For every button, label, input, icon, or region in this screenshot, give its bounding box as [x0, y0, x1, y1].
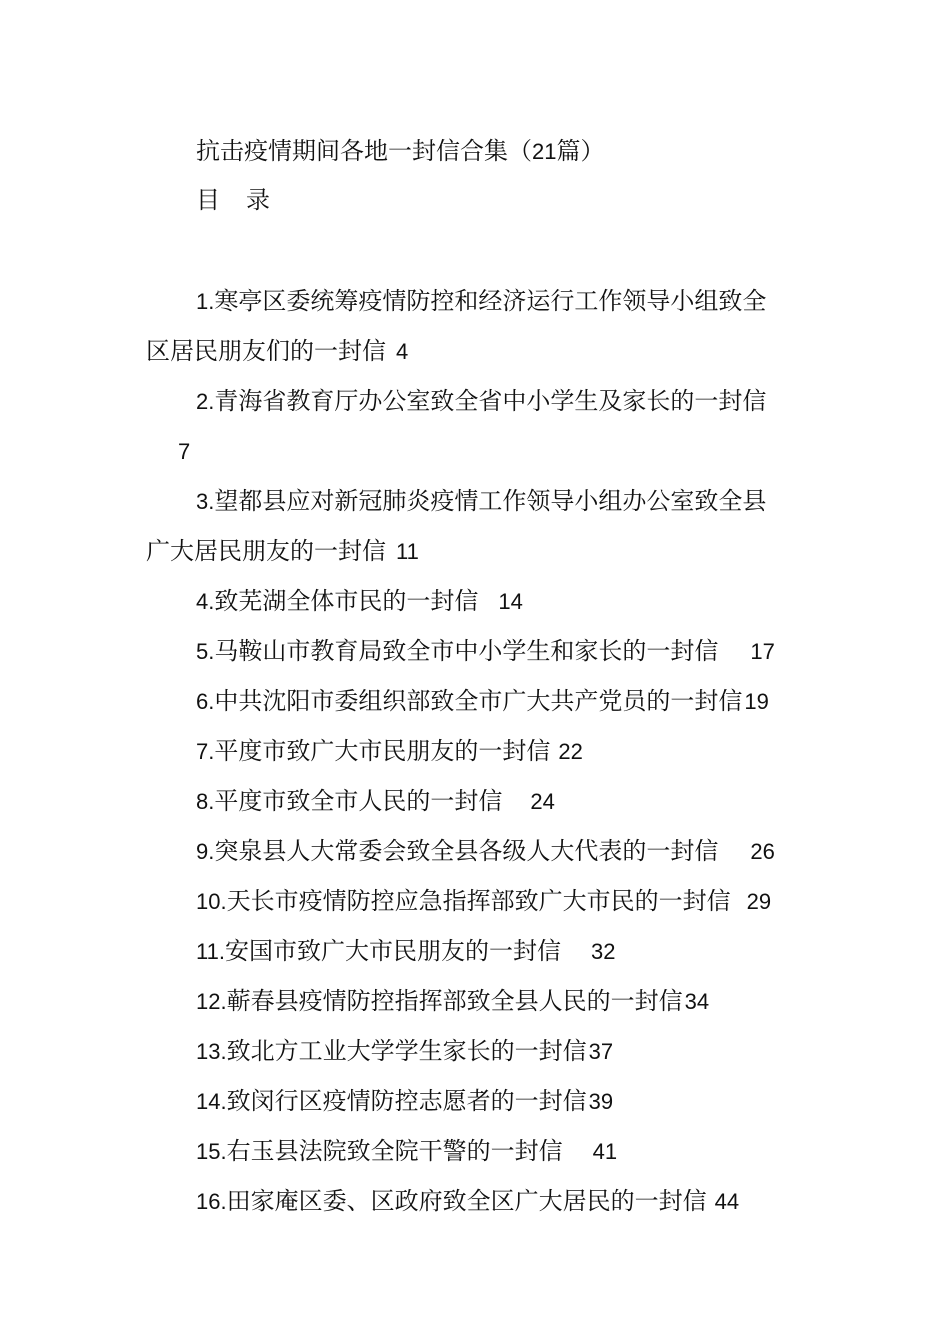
toc-entry-15[interactable] [196, 1136, 617, 1167]
toc-entry-page: 29 [746, 889, 772, 914]
toc-entry-text: 安国市致广大市民朋友的一封信 [224, 937, 561, 965]
toc-entry-page: 24 [530, 789, 555, 814]
toc-entry-text: 望都县应对新冠肺炎疫情工作领导小组办公室致全县 [214, 487, 767, 515]
toc-entry-page: 34 [684, 989, 710, 1014]
toc-entry-text: 寒亭区委统筹疫情防控和经济运行工作领导小组致全 [214, 287, 767, 315]
toc-entry-text-cont: 广大居民朋友的一封信 [146, 537, 386, 565]
toc-entry-text: 青海省教育厅办公室致全省中小学生及家长的一封信 [214, 387, 767, 415]
toc-entry-page: 11 [396, 539, 419, 564]
toc-entry-3-line-2[interactable] [146, 536, 419, 567]
toc-entry-9[interactable] [196, 836, 775, 867]
toc-entry-8[interactable] [196, 786, 555, 817]
toc-entry-text: 右玉县法院致全院干警的一封信 [226, 1137, 563, 1165]
toc-entry-num: 4. [196, 589, 215, 614]
toc-heading [196, 185, 270, 215]
toc-entry-6[interactable] [196, 686, 769, 717]
toc-entry-5[interactable] [196, 636, 775, 667]
toc-entry-num: 14. [196, 1089, 227, 1114]
toc-entry-text: 突泉县人大常委会致全县各级人大代表的一封信 [214, 837, 719, 865]
toc-entry-11[interactable] [196, 936, 615, 967]
toc-entry-num: 6. [196, 689, 215, 714]
toc-entry-num: 13. [196, 1039, 227, 1064]
toc-entry-page: 17 [750, 639, 775, 664]
toc-entry-page: 41 [592, 1139, 618, 1164]
toc-entry-page: 14 [498, 589, 523, 614]
toc-entry-num: 12. [196, 989, 227, 1014]
toc-entry-page: 44 [714, 1189, 740, 1214]
toc-entry-10[interactable] [196, 886, 771, 917]
toc-entry-page: 22 [558, 739, 583, 764]
toc-heading-char-1: 目 [196, 186, 220, 214]
toc-heading-char-2: 录 [246, 186, 270, 214]
toc-entry-text: 致闵行区疫情防控志愿者的一封信 [226, 1087, 587, 1115]
toc-entry-text: 平度市致全市人民的一封信 [214, 787, 503, 815]
title-suffix: 篇） [556, 137, 605, 165]
toc-entry-text-cont: 区居民朋友们的一封信 [146, 337, 386, 365]
toc-entry-page: 7 [178, 439, 191, 464]
toc-entry-2-line-2[interactable] [178, 436, 190, 467]
toc-entry-num: 11. [196, 939, 225, 964]
toc-entry-3-line-1[interactable] [196, 486, 766, 517]
toc-entry-text: 田家庵区委、区政府致全区广大居民的一封信 [226, 1187, 707, 1215]
toc-entry-num: 9. [196, 839, 215, 864]
toc-entry-page: 19 [744, 689, 769, 714]
toc-entry-text: 蕲春县疫情防控指挥部致全县人民的一封信 [226, 987, 683, 1015]
toc-entry-page: 26 [750, 839, 775, 864]
toc-entry-page: 4 [396, 339, 409, 364]
toc-entry-4[interactable] [196, 586, 523, 617]
toc-entry-14[interactable] [196, 1086, 613, 1117]
toc-entry-num: 3. [196, 489, 215, 514]
title-count: 21 [532, 139, 557, 164]
toc-entry-page: 32 [590, 939, 616, 964]
title-text: 抗击疫情期间各地一封信合集（ [196, 137, 532, 165]
toc-entry-num: 2. [196, 389, 215, 414]
toc-entry-7[interactable] [196, 736, 583, 767]
toc-entry-num: 5. [196, 639, 215, 664]
toc-entry-1-line-2[interactable] [146, 336, 408, 367]
toc-entry-text: 中共沈阳市委组织部致全市广大共产党员的一封信 [214, 687, 743, 715]
toc-entry-16[interactable] [196, 1186, 739, 1217]
toc-entry-text: 致芜湖全体市民的一封信 [214, 587, 479, 615]
toc-entry-num: 7. [196, 739, 215, 764]
toc-entry-text: 马鞍山市教育局致全市中小学生和家长的一封信 [214, 637, 719, 665]
toc-entry-text: 致北方工业大学学生家长的一封信 [226, 1037, 587, 1065]
toc-entry-num: 1. [196, 289, 215, 314]
toc-entry-page: 37 [588, 1039, 614, 1064]
document-title [196, 136, 604, 167]
toc-entry-page: 39 [588, 1089, 614, 1114]
toc-entry-2-line-1[interactable] [196, 386, 766, 417]
toc-entry-13[interactable] [196, 1036, 613, 1067]
toc-entry-num: 15. [196, 1139, 227, 1164]
toc-entry-12[interactable] [196, 986, 709, 1017]
toc-entry-text: 天长市疫情防控应急指挥部致广大市民的一封信 [226, 887, 731, 915]
toc-entry-num: 16. [196, 1189, 227, 1214]
toc-entry-text: 平度市致广大市民朋友的一封信 [214, 737, 551, 765]
toc-entry-num: 8. [196, 789, 215, 814]
toc-entry-1-line-1[interactable] [196, 286, 766, 317]
toc-entry-num: 10. [196, 889, 227, 914]
